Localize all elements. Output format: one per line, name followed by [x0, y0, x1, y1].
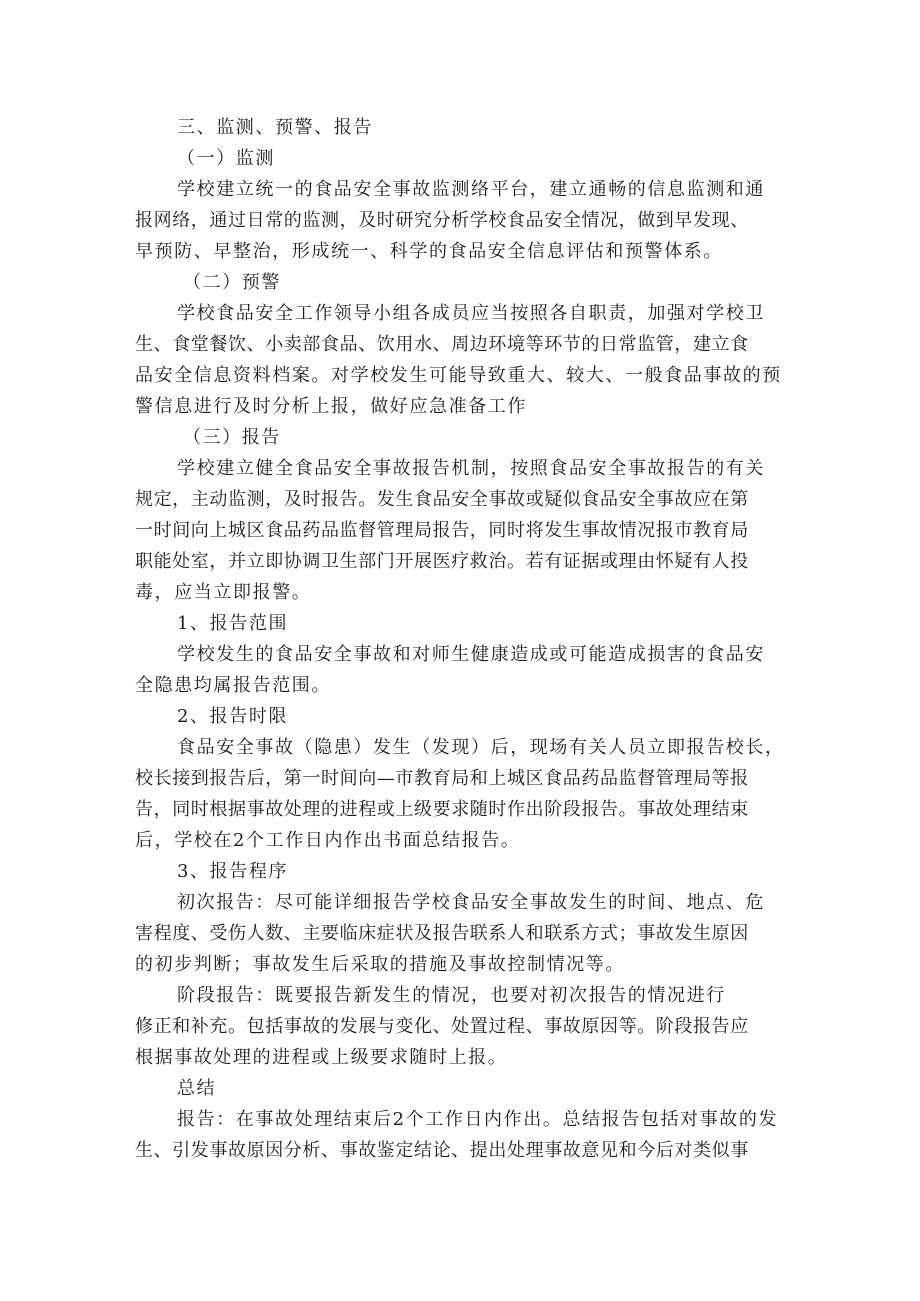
section-heading: 三、监测、预警、报告: [177, 117, 373, 138]
paragraph-line: 初次报告：尽可能详细报告学校食品安全事故发生的时间、地点、危: [177, 892, 765, 913]
subsection-heading: 总结: [177, 1078, 217, 1099]
paragraph-line: 一时间向上城区食品药品监督管理局报告，同时将发生事故情况报市教育局: [135, 520, 749, 541]
paragraph-line: 生、引发事故原因分析、事故鉴定结论、提出处理事故意见和今后对类似事: [135, 1140, 749, 1161]
subsection-heading: （一）监测: [177, 148, 275, 169]
paragraph-line: 毒，应当立即报警。: [135, 582, 312, 603]
paragraph-line: 早预防、早整治，形成统一、科学的食品安全信息评估和预警体系。: [135, 241, 723, 262]
paragraph-line: 报告：在事故处理结束后2个工作日内作出。总结报告包括对事故的发: [177, 1109, 779, 1130]
paragraph-line: 全隐患均属报告范围。: [135, 675, 331, 696]
subsection-heading: 2、报告时限: [177, 706, 289, 727]
paragraph-line: 学校建立健全食品安全事故报告机制，按照食品安全事故报告的有关: [177, 458, 765, 479]
paragraph-line: 的初步判断；事故发生后采取的措施及事故控制情况等。: [135, 954, 625, 975]
paragraph-line: 食品安全事故（隐患）发生（发现）后，现场有关人员立即报告校长，: [177, 737, 785, 758]
paragraph-line: 阶段报告：既要报告新发生的情况，也要对初次报告的情况进行: [177, 985, 726, 1006]
paragraph-line: 根据事故处理的进程或上级要求随时上报。: [135, 1047, 508, 1068]
paragraph-line: 学校食品安全工作领导小组各成员应当按照各自职责，加强对学校卫: [177, 303, 765, 324]
paragraph-line: 修正和补充。包括事故的发展与变化、处置过程、事故原因等。阶段报告应: [135, 1016, 749, 1037]
paragraph-line: 职能处室，并立即协调卫生部门开展医疗救治。若有证据或理由怀疑有人投: [135, 551, 749, 572]
paragraph-line: 害程度、受伤人数、主要临床症状及报告联系人和联系方式；事故发生原因: [135, 923, 749, 944]
paragraph-line: 校长接到报告后，第一时间向—市教育局和上城区食品药品监督管理局等报: [135, 768, 749, 789]
subsection-heading: （二）预警: [183, 272, 281, 293]
paragraph-line: 报网络，通过日常的监测，及时研究分析学校食品安全情况，做到早发现、: [135, 210, 749, 231]
paragraph-line: 学校发生的食品安全事故和对师生健康造成或可能造成损害的食品安: [177, 644, 765, 665]
paragraph-line: 规定，主动监测，及时报告。发生食品安全事故或疑似食品安全事故应在第: [135, 489, 749, 510]
paragraph-line: 警信息进行及时分析上报，做好应急准备工作: [135, 396, 527, 417]
paragraph-line: 后，学校在2个工作日内作出书面总结报告。: [135, 830, 521, 851]
paragraph-line: 生、食堂餐饮、小卖部食品、饮用水、周边环境等环节的日常监管，建立食: [135, 334, 749, 355]
paragraph-line: 品安全信息资料档案。对学校发生可能导致重大、较大、一般食品事故的预: [135, 365, 782, 386]
paragraph-line: 告，同时根据事故处理的进程或上级要求随时作出阶段报告。事故处理结束: [135, 799, 749, 820]
subsection-heading: 1、报告范围: [177, 613, 289, 634]
subsection-heading: 3、报告程序: [177, 861, 289, 882]
paragraph-line: 学校建立统一的食品安全事故监测络平台，建立通畅的信息监测和通: [177, 179, 765, 200]
subsection-heading: （三）报告: [183, 427, 281, 448]
